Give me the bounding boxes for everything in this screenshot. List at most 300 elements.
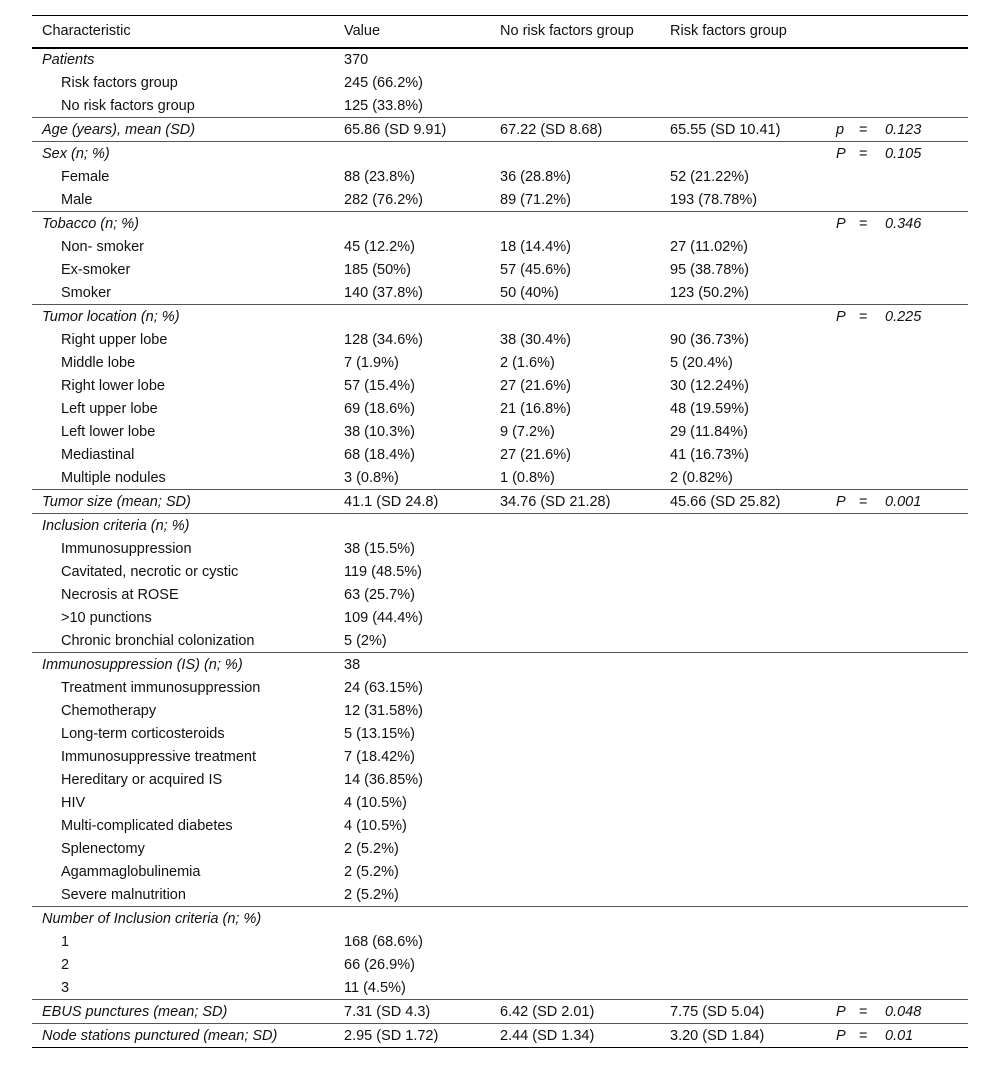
p-label-cell: P	[836, 145, 846, 162]
characteristic-cell: Treatment immunosuppression	[61, 680, 261, 696]
table-row	[32, 538, 968, 561]
p-value-cell	[881, 444, 968, 467]
p-value-cell	[881, 677, 968, 700]
characteristic-cell: >10 punctions	[61, 610, 152, 626]
p-eq-cell	[856, 907, 881, 931]
p-value-cell	[881, 398, 968, 421]
p-label-cell: P	[836, 308, 846, 325]
risk-cell: 5 (20.4%)	[670, 355, 733, 371]
risk-cell	[660, 907, 826, 931]
value-cell	[334, 514, 490, 538]
p-label-cell	[826, 421, 856, 444]
p-eq-cell	[856, 792, 881, 815]
p-label-cell: P	[836, 215, 846, 232]
value-cell: 68 (18.4%)	[344, 447, 415, 463]
value-cell	[334, 142, 490, 166]
value-cell: 24 (63.15%)	[344, 680, 423, 696]
table-row	[32, 977, 968, 1000]
value-cell: 168 (68.6%)	[344, 934, 423, 950]
risk-cell: 65.55 (SD 10.41)	[670, 121, 781, 138]
table-row	[32, 212, 968, 236]
table-row	[32, 1000, 968, 1024]
p-label-cell	[826, 907, 856, 931]
p-eq-cell	[856, 95, 881, 118]
value-cell: 245 (66.2%)	[344, 75, 423, 91]
characteristic-cell: Left upper lobe	[61, 401, 158, 417]
value-cell: 5 (13.15%)	[344, 726, 415, 742]
value-cell: 88 (23.8%)	[344, 169, 415, 185]
p-value-cell	[881, 746, 968, 769]
no-risk-cell: 34.76 (SD 21.28)	[500, 493, 611, 510]
table-row	[32, 954, 968, 977]
characteristic-cell: Risk factors group	[61, 75, 178, 91]
p-eq-cell	[856, 769, 881, 792]
p-value-cell	[881, 630, 968, 653]
table-row	[32, 792, 968, 815]
no-risk-cell: 36 (28.8%)	[500, 169, 571, 185]
header-p-value	[881, 16, 968, 48]
risk-cell	[660, 931, 826, 954]
p-eq-cell	[856, 931, 881, 954]
value-cell: 128 (34.6%)	[344, 332, 423, 348]
p-label-cell	[826, 723, 856, 746]
characteristic-cell: Severe malnutrition	[61, 886, 186, 903]
characteristic-cell: Tumor location (n; %)	[42, 308, 180, 325]
characteristic-cell: Tobacco (n; %)	[42, 215, 139, 232]
risk-cell	[660, 142, 826, 166]
risk-cell	[660, 746, 826, 769]
p-eq-cell	[856, 561, 881, 584]
risk-cell	[660, 861, 826, 884]
table-row	[32, 700, 968, 723]
p-value-cell: 0.346	[885, 215, 922, 232]
p-value-cell	[881, 653, 968, 677]
p-eq-cell	[856, 236, 881, 259]
risk-cell	[660, 769, 826, 792]
p-eq-cell	[856, 746, 881, 769]
characteristic-cell: Multi-complicated diabetes	[61, 818, 233, 834]
characteristic-cell: Non- smoker	[61, 239, 144, 255]
risk-cell	[660, 607, 826, 630]
table-row	[32, 677, 968, 700]
characteristic-cell: Right upper lobe	[61, 332, 168, 348]
no-risk-cell	[490, 538, 660, 561]
p-label-cell	[826, 746, 856, 769]
p-value-cell: 0.01	[885, 1027, 914, 1044]
characteristic-cell: Necrosis at ROSE	[61, 587, 179, 603]
table-row	[32, 861, 968, 884]
value-cell: 41.1 (SD 24.8)	[344, 493, 439, 510]
risk-cell	[660, 561, 826, 584]
no-risk-cell	[490, 142, 660, 166]
no-risk-cell	[490, 514, 660, 538]
p-label-cell	[826, 677, 856, 700]
characteristic-cell: Hereditary or acquired IS	[61, 772, 223, 788]
risk-cell: 123 (50.2%)	[670, 284, 749, 301]
value-cell: 38	[344, 656, 361, 673]
header-row	[32, 16, 968, 48]
no-risk-cell	[490, 723, 660, 746]
table-row	[32, 838, 968, 861]
value-cell: 38 (15.5%)	[344, 541, 415, 557]
value-cell: 69 (18.6%)	[344, 401, 415, 417]
p-value-cell	[881, 48, 968, 72]
table-row	[32, 166, 968, 189]
table-row	[32, 142, 968, 166]
p-label-cell	[826, 538, 856, 561]
no-risk-cell	[490, 72, 660, 95]
table-row	[32, 815, 968, 838]
no-risk-cell: 21 (16.8%)	[500, 401, 571, 417]
p-eq-cell	[856, 467, 881, 490]
table-row	[32, 630, 968, 653]
value-cell: 38 (10.3%)	[344, 424, 415, 440]
p-eq-cell: =	[859, 145, 868, 162]
p-eq-cell: =	[859, 1003, 868, 1020]
table-row	[32, 375, 968, 398]
table-row	[32, 931, 968, 954]
table-row	[32, 723, 968, 746]
risk-cell: 3.20 (SD 1.84)	[670, 1027, 765, 1044]
p-value-cell	[881, 352, 968, 375]
no-risk-cell: 67.22 (SD 8.68)	[500, 121, 603, 138]
p-eq-cell	[856, 514, 881, 538]
p-eq-cell: =	[859, 1027, 868, 1044]
no-risk-cell	[490, 630, 660, 653]
p-value-cell	[881, 838, 968, 861]
p-label-cell	[826, 467, 856, 490]
risk-cell	[660, 723, 826, 746]
value-cell: 125 (33.8%)	[344, 97, 423, 114]
p-eq-cell	[856, 884, 881, 907]
no-risk-cell	[490, 884, 660, 907]
table-row	[32, 653, 968, 677]
table-row	[32, 95, 968, 118]
value-cell: 119 (48.5%)	[344, 564, 422, 580]
table-row	[32, 118, 968, 142]
value-cell: 66 (26.9%)	[344, 957, 415, 973]
table-row	[32, 884, 968, 907]
risk-cell	[660, 538, 826, 561]
p-label-cell	[826, 48, 856, 72]
no-risk-cell	[490, 95, 660, 118]
table-row	[32, 584, 968, 607]
risk-cell	[660, 584, 826, 607]
no-risk-cell	[490, 907, 660, 931]
p-eq-cell: =	[859, 121, 868, 138]
value-cell: 7 (18.42%)	[344, 749, 415, 765]
header-risk-factors-group: Risk factors group	[670, 23, 787, 40]
value-cell: 57 (15.4%)	[344, 378, 415, 394]
value-cell: 2 (5.2%)	[344, 864, 399, 880]
no-risk-cell	[490, 305, 660, 329]
p-label-cell	[826, 514, 856, 538]
p-value-cell: 0.225	[885, 308, 922, 325]
risk-cell: 95 (38.78%)	[670, 262, 749, 278]
p-eq-cell	[856, 700, 881, 723]
table-row	[32, 490, 968, 514]
characteristic-cell: Number of Inclusion criteria (n; %)	[42, 910, 262, 927]
table-header	[32, 16, 968, 48]
risk-cell: 2 (0.82%)	[670, 469, 733, 486]
table-row	[32, 398, 968, 421]
p-value-cell: 0.001	[885, 493, 922, 510]
p-label-cell	[826, 166, 856, 189]
characteristic-cell: Age (years), mean (SD)	[42, 121, 196, 138]
no-risk-cell: 9 (7.2%)	[500, 424, 555, 440]
risk-cell	[660, 653, 826, 677]
p-value-cell	[881, 95, 968, 118]
risk-cell: 7.75 (SD 5.04)	[670, 1003, 765, 1020]
p-eq-cell	[856, 444, 881, 467]
value-cell: 282 (76.2%)	[344, 191, 423, 208]
characteristic-cell: Mediastinal	[61, 447, 135, 463]
p-label-cell	[826, 700, 856, 723]
no-risk-cell: 2.44 (SD 1.34)	[500, 1027, 595, 1044]
characteristic-cell: Cavitated, necrotic or cystic	[61, 564, 239, 580]
characteristic-cell: Male	[61, 191, 93, 208]
risk-cell: 45.66 (SD 25.82)	[670, 493, 781, 510]
characteristic-cell: Smoker	[61, 284, 111, 301]
risk-cell: 29 (11.84%)	[670, 424, 748, 440]
p-label-cell	[826, 584, 856, 607]
p-label-cell	[826, 95, 856, 118]
risk-cell	[660, 514, 826, 538]
p-value-cell	[881, 166, 968, 189]
table-row	[32, 514, 968, 538]
p-eq-cell	[856, 166, 881, 189]
risk-cell	[660, 977, 826, 1000]
value-cell: 185 (50%)	[344, 262, 411, 278]
p-value-cell	[881, 907, 968, 931]
p-value-cell	[881, 769, 968, 792]
risk-cell: 30 (12.24%)	[670, 378, 749, 394]
p-label-cell	[826, 884, 856, 907]
characteristic-cell: Immunosuppression (IS) (n; %)	[42, 656, 243, 673]
table-row	[32, 305, 968, 329]
p-value-cell	[881, 723, 968, 746]
p-value-cell	[881, 954, 968, 977]
value-cell: 7.31 (SD 4.3)	[344, 1003, 431, 1020]
table-row	[32, 907, 968, 931]
characteristic-cell: HIV	[61, 795, 86, 811]
risk-cell	[660, 884, 826, 907]
value-cell	[334, 212, 490, 236]
no-risk-cell: 1 (0.8%)	[500, 469, 555, 486]
header-characteristic: Characteristic	[42, 23, 131, 40]
p-label-cell	[826, 977, 856, 1000]
p-label-cell	[826, 838, 856, 861]
p-value-cell	[881, 421, 968, 444]
p-value-cell	[881, 329, 968, 352]
p-eq-cell	[856, 329, 881, 352]
risk-cell: 90 (36.73%)	[670, 332, 749, 348]
risk-cell: 52 (21.22%)	[670, 169, 749, 185]
no-risk-cell: 27 (21.6%)	[500, 447, 571, 463]
table-row	[32, 444, 968, 467]
p-eq-cell	[856, 375, 881, 398]
no-risk-cell	[490, 954, 660, 977]
table-row	[32, 189, 968, 212]
p-eq-cell	[856, 282, 881, 305]
characteristic-cell: Inclusion criteria (n; %)	[42, 517, 190, 534]
p-label-cell	[826, 444, 856, 467]
p-value-cell	[881, 977, 968, 1000]
p-eq-cell	[856, 677, 881, 700]
table-body	[32, 48, 968, 1048]
characteristic-cell: Immunosuppression	[61, 541, 192, 557]
table-row	[32, 769, 968, 792]
p-label-cell: P	[836, 1027, 846, 1044]
p-label-cell	[826, 792, 856, 815]
characteristic-cell: Left lower lobe	[61, 424, 156, 440]
p-eq-cell	[856, 72, 881, 95]
p-eq-cell	[856, 607, 881, 630]
table-row	[32, 1024, 968, 1048]
header-value: Value	[344, 23, 381, 40]
value-cell: 3 (0.8%)	[344, 469, 399, 486]
table-row	[32, 72, 968, 95]
characteristics-table	[32, 15, 968, 1048]
no-risk-cell	[490, 861, 660, 884]
characteristic-cell: Right lower lobe	[61, 378, 165, 394]
characteristic-cell: Tumor size (mean; SD)	[42, 493, 191, 510]
characteristic-cell: 2	[61, 957, 70, 973]
table-row	[32, 282, 968, 305]
header-no-risk-factors-group: No risk factors group	[500, 23, 634, 40]
no-risk-cell	[490, 838, 660, 861]
p-eq-cell: =	[859, 215, 868, 232]
p-label-cell	[826, 189, 856, 212]
p-value-cell	[881, 561, 968, 584]
no-risk-cell: 57 (45.6%)	[500, 262, 571, 278]
p-label-cell: P	[836, 493, 846, 510]
p-value-cell	[881, 700, 968, 723]
p-value-cell	[881, 282, 968, 305]
no-risk-cell: 6.42 (SD 2.01)	[500, 1003, 595, 1020]
no-risk-cell	[490, 653, 660, 677]
p-value-cell	[881, 584, 968, 607]
value-cell: 63 (25.7%)	[344, 587, 415, 603]
p-value-cell	[881, 375, 968, 398]
p-eq-cell	[856, 538, 881, 561]
p-eq-cell	[856, 352, 881, 375]
no-risk-cell	[490, 212, 660, 236]
risk-cell	[660, 95, 826, 118]
p-eq-cell	[856, 815, 881, 838]
p-label-cell	[826, 259, 856, 282]
p-label-cell	[826, 398, 856, 421]
characteristic-cell: Immunosuppressive treatment	[61, 749, 257, 765]
characteristic-cell: EBUS punctures (mean; SD)	[42, 1003, 228, 1020]
p-label-cell	[826, 607, 856, 630]
risk-cell: 27 (11.02%)	[670, 239, 748, 255]
table-row	[32, 48, 968, 72]
p-label-cell: p	[836, 121, 845, 138]
no-risk-cell	[490, 700, 660, 723]
p-value-cell	[881, 815, 968, 838]
p-eq-cell	[856, 723, 881, 746]
value-cell: 2 (5.2%)	[344, 886, 399, 903]
table-row	[32, 607, 968, 630]
p-value-cell	[881, 884, 968, 907]
characteristic-cell: Chemotherapy	[61, 703, 157, 719]
header-p-label	[826, 16, 856, 48]
characteristic-cell: Agammaglobulinemia	[61, 864, 201, 880]
p-value-cell	[881, 514, 968, 538]
p-eq-cell	[856, 954, 881, 977]
no-risk-cell	[490, 931, 660, 954]
value-cell: 109 (44.4%)	[344, 610, 423, 626]
p-eq-cell	[856, 653, 881, 677]
risk-cell: 41 (16.73%)	[670, 447, 749, 463]
header-p-eq	[856, 16, 881, 48]
table-row	[32, 467, 968, 490]
risk-cell	[660, 48, 826, 72]
p-label-cell	[826, 954, 856, 977]
characteristic-cell: Female	[61, 169, 110, 185]
p-value-cell	[881, 467, 968, 490]
p-eq-cell	[856, 977, 881, 1000]
p-value-cell	[881, 259, 968, 282]
p-label-cell	[826, 630, 856, 653]
no-risk-cell	[490, 677, 660, 700]
table-row	[32, 329, 968, 352]
table-row	[32, 259, 968, 282]
no-risk-cell	[490, 48, 660, 72]
p-label-cell	[826, 815, 856, 838]
characteristic-cell: Splenectomy	[61, 841, 145, 857]
risk-cell	[660, 700, 826, 723]
value-cell	[334, 907, 490, 931]
p-eq-cell: =	[859, 493, 868, 510]
characteristic-cell: Middle lobe	[61, 355, 136, 371]
value-cell: 11 (4.5%)	[344, 979, 406, 996]
no-risk-cell	[490, 977, 660, 1000]
no-risk-cell	[490, 746, 660, 769]
characteristic-cell: 1	[61, 934, 70, 950]
p-eq-cell	[856, 861, 881, 884]
risk-cell: 48 (19.59%)	[670, 401, 749, 417]
table-row	[32, 352, 968, 375]
risk-cell	[660, 792, 826, 815]
p-eq-cell	[856, 48, 881, 72]
risk-cell	[660, 677, 826, 700]
p-label-cell	[826, 861, 856, 884]
table-row	[32, 746, 968, 769]
p-label-cell	[826, 352, 856, 375]
p-label-cell	[826, 375, 856, 398]
table-row	[32, 236, 968, 259]
value-cell: 2 (5.2%)	[344, 841, 399, 857]
p-value-cell	[881, 861, 968, 884]
value-cell: 14 (36.85%)	[344, 772, 423, 788]
characteristic-cell: No risk factors group	[61, 97, 195, 114]
p-label-cell	[826, 329, 856, 352]
risk-cell	[660, 815, 826, 838]
p-eq-cell	[856, 189, 881, 212]
value-cell: 12 (31.58%)	[344, 703, 423, 719]
no-risk-cell: 50 (40%)	[500, 284, 559, 301]
no-risk-cell: 18 (14.4%)	[500, 239, 571, 255]
characteristic-cell: Long-term corticosteroids	[61, 726, 225, 742]
value-cell: 65.86 (SD 9.91)	[344, 121, 447, 138]
characteristic-cell: 3	[61, 979, 70, 996]
characteristic-cell: Node stations punctured (mean; SD)	[42, 1027, 278, 1044]
value-cell: 5 (2%)	[344, 632, 387, 649]
p-value-cell	[881, 236, 968, 259]
value-cell: 7 (1.9%)	[344, 355, 399, 371]
